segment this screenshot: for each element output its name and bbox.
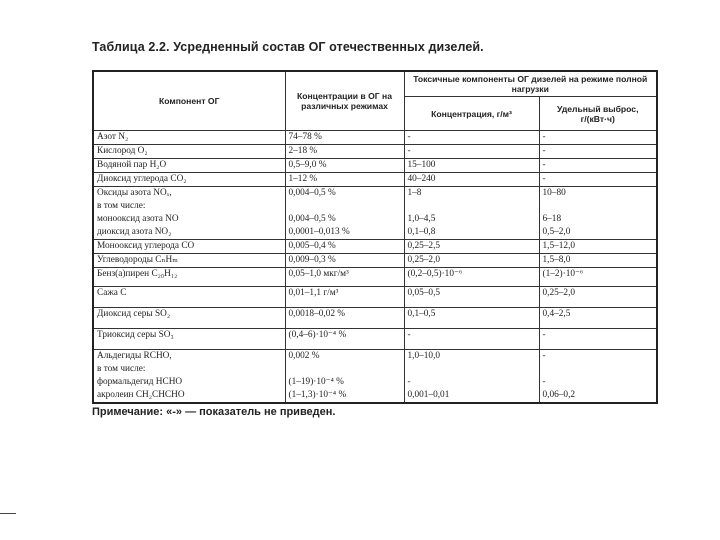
table-row xyxy=(93,376,657,389)
row-concentration: 0,0018–0,02 % xyxy=(285,308,404,329)
row-specific-emission xyxy=(539,363,657,376)
header-specific-emission: Удельный выброс, г/(кВт·ч) xyxy=(539,97,657,131)
row-concentration: (1–1,3)·10⁻⁴ % xyxy=(285,389,404,403)
row-concentration: 2–18 % xyxy=(285,145,404,159)
row-toxic-concentration: - xyxy=(404,329,539,350)
row-concentration: 0,5–9,0 % xyxy=(285,159,404,173)
row-component: Оксиды азота NOₓ, xyxy=(93,187,285,201)
row-toxic-concentration: 0,05–0,5 xyxy=(404,287,539,308)
row-specific-emission: 1,5–12,0 xyxy=(539,240,657,254)
row-toxic-concentration: 15–100 xyxy=(404,159,539,173)
row-concentration: 1–12 % xyxy=(285,173,404,187)
row-component: Сажа C xyxy=(93,287,285,308)
page-edge-mark xyxy=(0,513,16,514)
row-concentration: (0,4–6)·10⁻⁴ % xyxy=(285,329,404,350)
table-row xyxy=(93,308,657,329)
row-component: акролеин CH₂CHCHO xyxy=(93,389,285,403)
row-component: в том числе: xyxy=(93,200,285,213)
row-concentration: 0,004–0,5 % xyxy=(285,187,404,201)
row-component: Монооксид углерода CO xyxy=(93,240,285,254)
row-specific-emission: - xyxy=(542,377,546,387)
row-component: Диоксид серы SO₂ xyxy=(93,308,285,329)
row-specific-emission: - xyxy=(539,173,657,187)
table-row xyxy=(93,213,657,226)
row-component: Альдегиды RCHO, xyxy=(93,350,285,364)
table-row xyxy=(93,363,657,376)
row-specific-emission: 0,25–2,0 xyxy=(539,287,657,308)
row-concentration xyxy=(285,363,404,376)
table-row xyxy=(93,389,657,403)
row-toxic-concentration xyxy=(404,200,539,213)
row-specific-emission: (1–2)·10⁻⁶ xyxy=(539,268,657,287)
row-toxic-concentration: 1,0–4,5 xyxy=(404,213,539,226)
row-component: формальдегид HCHO xyxy=(93,376,285,389)
table-row xyxy=(93,200,657,213)
table-row xyxy=(93,187,657,201)
table-row xyxy=(93,350,657,364)
row-toxic-concentration: (0,2–0,5)·10⁻⁶ xyxy=(404,268,539,287)
row-component: диоксид азота NO₂ xyxy=(93,226,285,240)
exhaust-composition-table xyxy=(92,70,658,404)
row-toxic-concentration: 0,25–2,5 xyxy=(404,240,539,254)
row-concentration: 74–78 % xyxy=(285,131,404,145)
row-component: Водяной пар H₂O xyxy=(93,159,285,173)
row-concentration: 0,009–0,3 % xyxy=(285,254,404,268)
table-note: Примечание: «-» — показатель не приведен. xyxy=(92,406,336,418)
row-component: Азот N₂ xyxy=(93,131,285,145)
row-specific-emission: 6–18 xyxy=(542,214,562,224)
table-row xyxy=(93,329,657,350)
row-concentration: 0,05–1,0 мкг/м³ xyxy=(285,268,404,287)
row-component: Диоксид углерода CO₂ xyxy=(93,173,285,187)
row-concentration: 0,005–0,4 % xyxy=(285,240,404,254)
header-component: Компонент ОГ xyxy=(93,71,285,131)
row-specific-emission: - xyxy=(539,145,657,159)
row-specific-emission: - xyxy=(542,351,546,361)
table-row xyxy=(93,173,657,187)
row-specific-emission: - xyxy=(539,131,657,145)
row-component: монооксид азота NO xyxy=(93,213,285,226)
row-concentration: 0,01–1,1 г/м³ xyxy=(285,287,404,308)
header-toxic-group: Токсичные компоненты ОГ дизелей на режиме полной нагрузки xyxy=(404,71,657,97)
page-title: Таблица 2.2. Усредненный состав ОГ отечественных дизелей. xyxy=(92,40,484,54)
header-toxic-concentration: Концентрация, г/м³ xyxy=(404,97,539,131)
table-row xyxy=(93,159,657,173)
table-row xyxy=(93,145,657,159)
row-toxic-concentration: - xyxy=(404,145,539,159)
row-toxic-concentration: - xyxy=(404,131,539,145)
row-specific-emission: 0,06–0,2 xyxy=(542,390,576,400)
row-toxic-concentration: - xyxy=(404,376,539,389)
table-row xyxy=(93,254,657,268)
table-row xyxy=(93,287,657,308)
table-row xyxy=(93,131,657,145)
row-specific-emission: 1,5–8,0 xyxy=(539,254,657,268)
row-concentration: 0,002 % xyxy=(285,350,404,364)
row-concentration: 0,004–0,5 % xyxy=(285,213,404,226)
row-toxic-concentration: 0,001–0,01 xyxy=(404,389,539,403)
row-specific-emission: - xyxy=(539,159,657,173)
row-specific-emission: 0,4–2,5 xyxy=(539,308,657,329)
row-specific-emission xyxy=(539,200,657,213)
table-row xyxy=(93,268,657,287)
row-component: в том числе: xyxy=(93,363,285,376)
row-toxic-concentration: 0,25–2,0 xyxy=(404,254,539,268)
row-toxic-concentration: 1,0–10,0 xyxy=(404,350,539,364)
header-concentration: Концентрации в ОГ на различных режимах xyxy=(285,71,404,131)
row-concentration: (1–19)·10⁻⁴ % xyxy=(285,376,404,389)
row-specific-emission: 0,5–2,0 xyxy=(539,226,657,240)
row-component: Кислород O₂ xyxy=(93,145,285,159)
row-toxic-concentration: 1–8 xyxy=(404,187,539,201)
table-row xyxy=(93,226,657,240)
row-specific-emission: - xyxy=(539,329,657,350)
row-component: Углеводороды CₙHₘ xyxy=(93,254,285,268)
row-toxic-concentration: 40–240 xyxy=(404,173,539,187)
row-specific-emission: 10–80 xyxy=(542,188,566,198)
row-component: Бенз(а)пирен C₂₀H₁₂ xyxy=(93,268,285,287)
row-toxic-concentration xyxy=(404,363,539,376)
row-toxic-concentration: 0,1–0,5 xyxy=(404,308,539,329)
row-toxic-concentration: 0,1–0,8 xyxy=(404,226,539,240)
table-row xyxy=(93,240,657,254)
row-concentration xyxy=(285,200,404,213)
row-concentration: 0,0001–0,013 % xyxy=(285,226,404,240)
row-component: Триоксид серы SO₃ xyxy=(93,329,285,350)
